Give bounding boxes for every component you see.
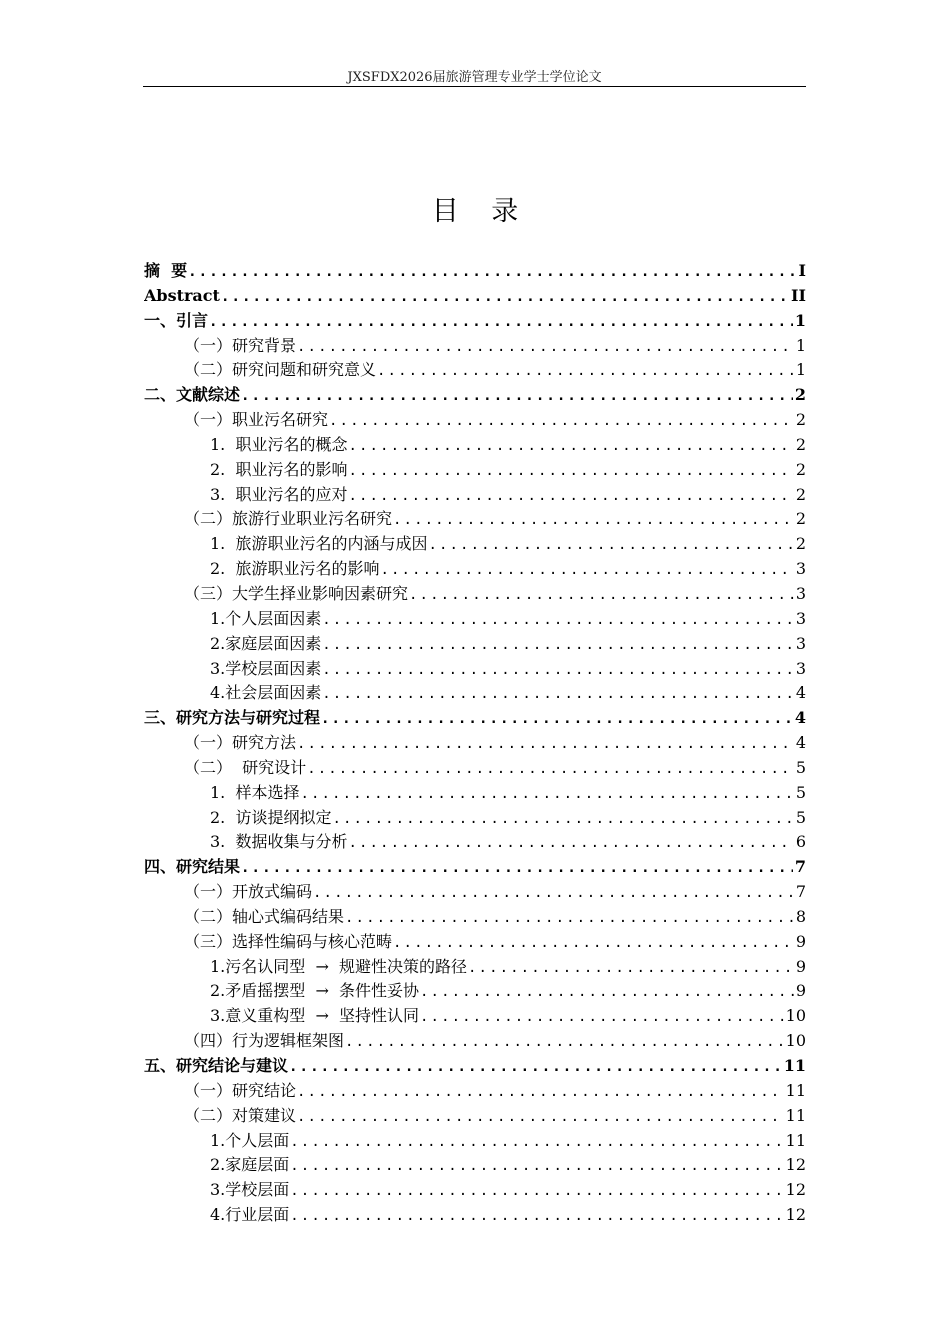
toc-entry-title: （一）开放式编码	[184, 882, 313, 902]
toc-entry[interactable]	[144, 507, 806, 532]
toc-entry[interactable]	[144, 731, 806, 756]
toc-entry[interactable]	[144, 334, 806, 359]
toc-entry[interactable]	[144, 1178, 806, 1203]
toc-entry-title: 4.行业层面	[210, 1205, 290, 1225]
toc-leader-dots	[312, 881, 794, 905]
toc-entry[interactable]	[144, 557, 806, 582]
toc-entry-page: 10	[785, 1031, 806, 1051]
toc-entry-title: 二、文献综述	[144, 385, 241, 405]
toc-leader-dots	[321, 682, 794, 706]
toc-entry-title: （一）研究结论	[184, 1080, 297, 1100]
toc-entry-page: 2	[795, 484, 806, 504]
toc-entry[interactable]	[144, 1203, 806, 1228]
toc-entry-page: 2	[794, 385, 806, 405]
toc-entry-title: 3. 职业污名的应对	[210, 484, 348, 504]
toc-entry[interactable]	[144, 880, 806, 905]
toc-leader-dots	[392, 931, 794, 955]
toc-leader-dots	[289, 1204, 783, 1228]
toc-entry-page: 3	[795, 608, 806, 628]
toc-entry[interactable]	[144, 1153, 806, 1178]
toc-entry[interactable]	[144, 905, 806, 930]
toc-entry[interactable]	[144, 458, 806, 483]
table-of-contents	[144, 259, 806, 1228]
toc-leader-dots	[296, 732, 794, 756]
toc-leader-dots	[187, 260, 796, 284]
toc-entry-page: II	[791, 285, 806, 305]
toc-entry-title: 四、研究结果	[144, 857, 241, 877]
toc-entry-page: 3	[795, 559, 806, 579]
toc-entry[interactable]	[144, 383, 806, 408]
toc-leader-dots	[289, 1130, 783, 1154]
toc-entry-title: 1. 旅游职业污名的内涵与成因	[210, 534, 428, 554]
toc-leader-dots	[289, 1154, 783, 1178]
toc-leader-dots	[427, 533, 793, 557]
toc-entry-page: 8	[795, 906, 806, 926]
toc-entry-title: 1.个人层面因素	[210, 608, 322, 628]
toc-entry-page: 10	[785, 1006, 806, 1026]
toc-entry-page: 1	[794, 310, 806, 330]
toc-entry-title: （二）对策建议	[184, 1105, 297, 1125]
toc-leader-dots	[419, 980, 794, 1004]
toc-entry[interactable]	[144, 855, 806, 880]
toc-entry-title: 2.矛盾摇摆型 → 条件性妥协	[210, 981, 420, 1001]
toc-entry-title: 2. 职业污名的影响	[210, 459, 348, 479]
toc-entry-title: （二）轴心式编码结果	[184, 906, 345, 926]
toc-entry-title: Abstract	[144, 285, 220, 305]
toc-entry-title: （二）研究问题和研究意义	[184, 360, 377, 380]
toc-entry-page: 11	[785, 1080, 806, 1100]
toc-leader-dots	[328, 409, 794, 433]
toc-entry-page: 4	[795, 683, 806, 703]
toc-entry-page: 2	[795, 459, 806, 479]
toc-leader-dots	[408, 583, 794, 607]
toc-entry-title: 五、研究结论与建议	[144, 1056, 289, 1075]
toc-leader-dots	[344, 1030, 784, 1054]
toc-entry[interactable]	[144, 309, 806, 334]
toc-entry-page: 3	[795, 658, 806, 678]
toc-leader-dots	[296, 335, 794, 359]
toc-leader-dots	[240, 856, 793, 880]
toc-entry-title: （三）选择性编码与核心范畴	[184, 931, 393, 951]
toc-entry[interactable]	[144, 1029, 806, 1054]
toc-entry-title: （一）研究背景	[184, 335, 297, 355]
toc-leader-dots	[347, 484, 793, 508]
toc-entry-page: 1	[795, 360, 806, 380]
toc-entry-page: 9	[795, 981, 806, 1001]
toc-entry-page: 2	[795, 509, 806, 529]
toc-leader-dots	[347, 434, 793, 458]
toc-entry-page: 11	[785, 1130, 806, 1150]
toc-leader-dots	[289, 1179, 783, 1203]
toc-leader-dots	[344, 906, 794, 930]
toc-entry-title: 摘 要	[144, 261, 188, 280]
toc-entry-page: 7	[794, 857, 806, 877]
toc-entry[interactable]	[144, 284, 806, 309]
toc-entry[interactable]	[144, 632, 806, 657]
toc-entry[interactable]	[144, 657, 806, 682]
toc-entry-title: 三、研究方法与研究过程	[144, 708, 321, 728]
toc-entry-title: （四）行为逻辑框架图	[184, 1031, 345, 1051]
toc-leader-dots	[299, 782, 793, 806]
toc-entry-title: 2. 旅游职业污名的影响	[210, 559, 380, 579]
toc-entry[interactable]	[144, 607, 806, 632]
toc-entry-title: 2.家庭层面	[210, 1155, 290, 1175]
toc-entry-page: 9	[795, 931, 806, 951]
toc-leader-dots	[321, 608, 794, 632]
toc-entry-title: 3. 数据收集与分析	[210, 832, 348, 852]
toc-entry-title: 一、引言	[144, 310, 209, 330]
toc-entry[interactable]	[144, 781, 806, 806]
toc-entry[interactable]	[144, 756, 806, 781]
toc-entry-page: 2	[795, 410, 806, 430]
toc-entry-page: 7	[795, 882, 806, 902]
toc-entry-title: 2. 访谈提纲拟定	[210, 807, 332, 827]
toc-entry-title: （三）大学生择业影响因素研究	[184, 583, 409, 603]
toc-entry-page: 12	[785, 1180, 806, 1200]
toc-leader-dots	[296, 1080, 784, 1104]
toc-entry-title: 1. 样本选择	[210, 782, 300, 802]
toc-entry[interactable]	[144, 1129, 806, 1154]
toc-entry[interactable]	[144, 1004, 806, 1029]
toc-leader-dots	[320, 707, 793, 731]
toc-entry[interactable]	[144, 433, 806, 458]
toc-entry-page: 5	[795, 782, 806, 802]
toc-leader-dots	[331, 807, 793, 831]
toc-entry[interactable]	[144, 483, 806, 508]
toc-leader-dots	[379, 558, 793, 582]
toc-entry-title: 1. 职业污名的概念	[210, 434, 348, 454]
toc-entry-title: （二）旅游行业职业污名研究	[184, 509, 393, 529]
toc-entry-page: 4	[794, 708, 806, 728]
toc-leader-dots	[347, 831, 793, 855]
toc-entry-page: 9	[795, 956, 806, 976]
toc-entry[interactable]	[144, 532, 806, 557]
toc-entry-title: 3.学校层面因素	[210, 658, 322, 678]
toc-leader-dots	[240, 384, 793, 408]
toc-entry-page: 4	[795, 733, 806, 753]
toc-leader-dots	[467, 956, 794, 980]
toc-entry-page: 5	[795, 807, 806, 827]
toc-entry-page: I	[798, 261, 806, 280]
toc-leader-dots	[347, 459, 793, 483]
toc-entry-title: （一）职业污名研究	[184, 410, 329, 430]
header-rule	[143, 86, 806, 87]
toc-entry-page: 1	[795, 335, 806, 355]
toc-entry[interactable]	[144, 830, 806, 855]
toc-entry-title: 1.个人层面	[210, 1130, 290, 1150]
toc-leader-dots	[321, 633, 794, 657]
toc-entry[interactable]	[144, 1079, 806, 1104]
toc-entry[interactable]	[144, 408, 806, 433]
toc-entry-page: 5	[795, 757, 806, 777]
toc-entry-page: 11	[785, 1105, 806, 1125]
toc-leader-dots	[220, 285, 789, 309]
toc-entry-title: （二） 研究设计	[184, 757, 307, 777]
page-header: JXSFDX2026届旅游管理专业学士学位论文	[347, 70, 602, 85]
toc-entry[interactable]	[144, 582, 806, 607]
toc-entry-title: 4.社会层面因素	[210, 683, 322, 703]
toc-leader-dots	[288, 1055, 782, 1079]
toc-leader-dots	[419, 1005, 784, 1029]
toc-entry-title: 3.学校层面	[210, 1180, 290, 1200]
toc-entry[interactable]	[144, 806, 806, 831]
toc-entry-page: 2	[795, 434, 806, 454]
toc-entry[interactable]	[144, 1054, 806, 1079]
toc-entry-title: 2.家庭层面因素	[210, 633, 322, 653]
toc-entry[interactable]	[144, 706, 806, 731]
toc-entry[interactable]	[144, 358, 806, 383]
toc-entry-page: 6	[795, 832, 806, 852]
toc-leader-dots	[208, 310, 793, 334]
toc-leader-dots	[392, 508, 794, 532]
toc-entry-title: （一）研究方法	[184, 733, 297, 753]
toc-leader-dots	[321, 658, 794, 682]
toc-entry-page: 3	[795, 583, 806, 603]
toc-entry-page: 2	[795, 534, 806, 554]
toc-entry[interactable]	[144, 259, 806, 284]
toc-entry-page: 12	[785, 1205, 806, 1225]
toc-title: 目 录	[431, 196, 531, 227]
toc-leader-dots	[296, 1105, 784, 1129]
toc-leader-dots	[306, 757, 794, 781]
toc-entry[interactable]	[144, 681, 806, 706]
toc-entry[interactable]	[144, 1104, 806, 1129]
toc-leader-dots	[376, 359, 794, 383]
toc-entry[interactable]	[144, 955, 806, 980]
toc-entry-page: 12	[785, 1155, 806, 1175]
toc-entry[interactable]	[144, 979, 806, 1004]
toc-entry[interactable]	[144, 930, 806, 955]
toc-entry-title: 3.意义重构型 → 坚持性认同	[210, 1006, 420, 1026]
toc-entry-page: 3	[795, 633, 806, 653]
toc-entry-title: 1.污名认同型 → 规避性决策的路径	[210, 956, 468, 976]
toc-entry-page: 11	[783, 1056, 806, 1075]
